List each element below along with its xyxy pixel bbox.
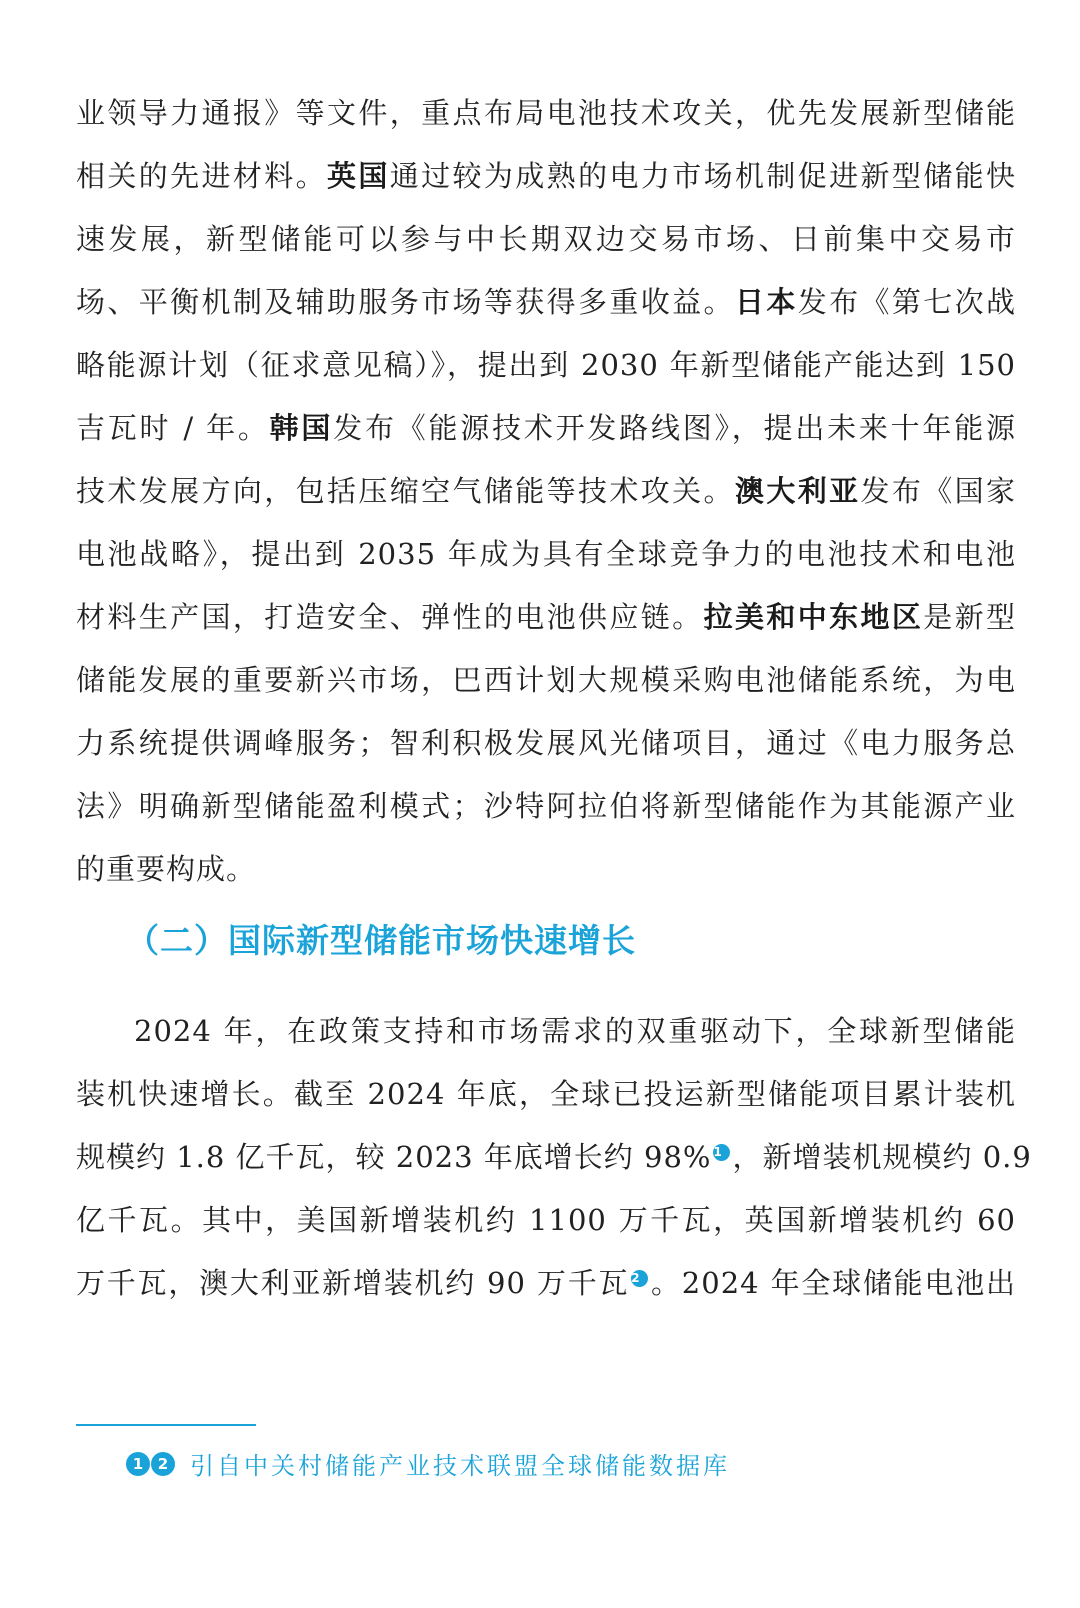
text-run: 通过较为成熟的电力市场机制促进新型储能快 xyxy=(389,159,1016,193)
text-line xyxy=(76,586,1016,649)
text-line xyxy=(76,208,1016,271)
text-line xyxy=(76,145,1016,208)
text-run: 发布《第七次战 xyxy=(797,285,1016,319)
text-run: 材料生产国，打造安全、弹性的电池供应链。 xyxy=(76,600,704,634)
text-run: 场、平衡机制及辅助服务市场等获得多重收益。 xyxy=(76,285,735,319)
highlight-term: 英国 xyxy=(327,159,390,193)
text-run: 发布《国家 xyxy=(860,474,1016,508)
footnote-divider xyxy=(76,1424,256,1426)
text-run: 万千瓦，澳大利亚新增装机约 90 万千瓦 xyxy=(76,1266,630,1300)
text-line xyxy=(76,82,1016,145)
text-run: 的重要构成。 xyxy=(76,852,257,886)
text-line xyxy=(76,523,1016,586)
text-run: 相关的先进材料。 xyxy=(76,159,328,193)
text-run: 速发展，新型储能可以参与中长期双边交易市场、日前集中交易市 xyxy=(76,222,1016,256)
text-run: ，新增装机规模约 0.9 xyxy=(732,1140,1032,1174)
highlight-term: 拉美和中东地区 xyxy=(703,600,924,634)
text-line xyxy=(76,775,1016,838)
text-line xyxy=(76,838,1016,901)
text-line xyxy=(76,460,1016,523)
text-run: 2024 年，在政策支持和市场需求的双重驱动下，全球新型储能 xyxy=(134,1014,1016,1048)
text-run: 。2024 年全球储能电池出 xyxy=(650,1266,1016,1300)
section-title: （二）国际新型储能市场快速增长 xyxy=(126,921,636,960)
paragraph-market-growth xyxy=(76,1000,1032,1315)
footnote-ref-1: 1 xyxy=(713,1144,730,1161)
text-line xyxy=(76,1063,1016,1126)
text-run: 法》明确新型储能盈利模式；沙特阿拉伯将新型储能作为其能源产业 xyxy=(76,789,1016,823)
text-line xyxy=(76,1126,1032,1189)
text-line xyxy=(76,649,1016,712)
text-line xyxy=(76,271,1016,334)
footnote-ref-2: 2 xyxy=(631,1270,648,1287)
text-run: 力系统提供调峰服务；智利积极发展风光储项目，通过《电力服务总 xyxy=(76,726,1016,760)
footnote-text: 引自中关村储能产业技术联盟全球储能数据库 xyxy=(190,1452,730,1480)
text-line xyxy=(76,334,1016,397)
text-line xyxy=(76,397,1016,460)
text-run: 略能源计划（征求意见稿）》，提出到 2030 年新型储能产能达到 150 xyxy=(76,348,1016,382)
text-run: 规模约 1.8 亿千瓦，较 2023 年底增长约 98% xyxy=(76,1140,712,1174)
text-line xyxy=(76,712,1016,775)
text-run: 技术发展方向，包括压缩空气储能等技术攻关。 xyxy=(76,474,735,508)
text-run: 储能发展的重要新兴市场，巴西计划大规模采购电池储能系统，为电 xyxy=(76,663,1016,697)
footnote-badge-2: 2 xyxy=(151,1452,175,1476)
footnote-badge-1: 1 xyxy=(126,1452,150,1476)
text-line xyxy=(76,1252,1016,1315)
text-line xyxy=(76,1189,1016,1252)
text-line xyxy=(76,1000,1016,1063)
text-run: 电池战略》，提出到 2035 年成为具有全球竞争力的电池技术和电池 xyxy=(76,537,1016,571)
text-run: 是新型 xyxy=(923,600,1016,634)
text-run: 装机快速增长。截至 2024 年底，全球已投运新型储能项目累计装机 xyxy=(76,1077,1016,1111)
highlight-term: 日本 xyxy=(734,285,798,319)
paragraph-international-policies xyxy=(76,82,1016,901)
text-run: 业领导力通报》等文件，重点布局电池技术攻关，优先发展新型储能 xyxy=(76,96,1016,130)
text-run: 吉瓦时 / 年。 xyxy=(76,411,270,445)
footnote xyxy=(126,1446,730,1481)
text-run: 发布《能源技术开发路线图》，提出未来十年能源 xyxy=(333,411,1016,445)
text-run: 亿千瓦。其中，美国新增装机约 1100 万千瓦，英国新增装机约 60 xyxy=(76,1203,1016,1237)
highlight-term: 韩国 xyxy=(269,411,334,445)
highlight-term: 澳大利亚 xyxy=(734,474,861,508)
